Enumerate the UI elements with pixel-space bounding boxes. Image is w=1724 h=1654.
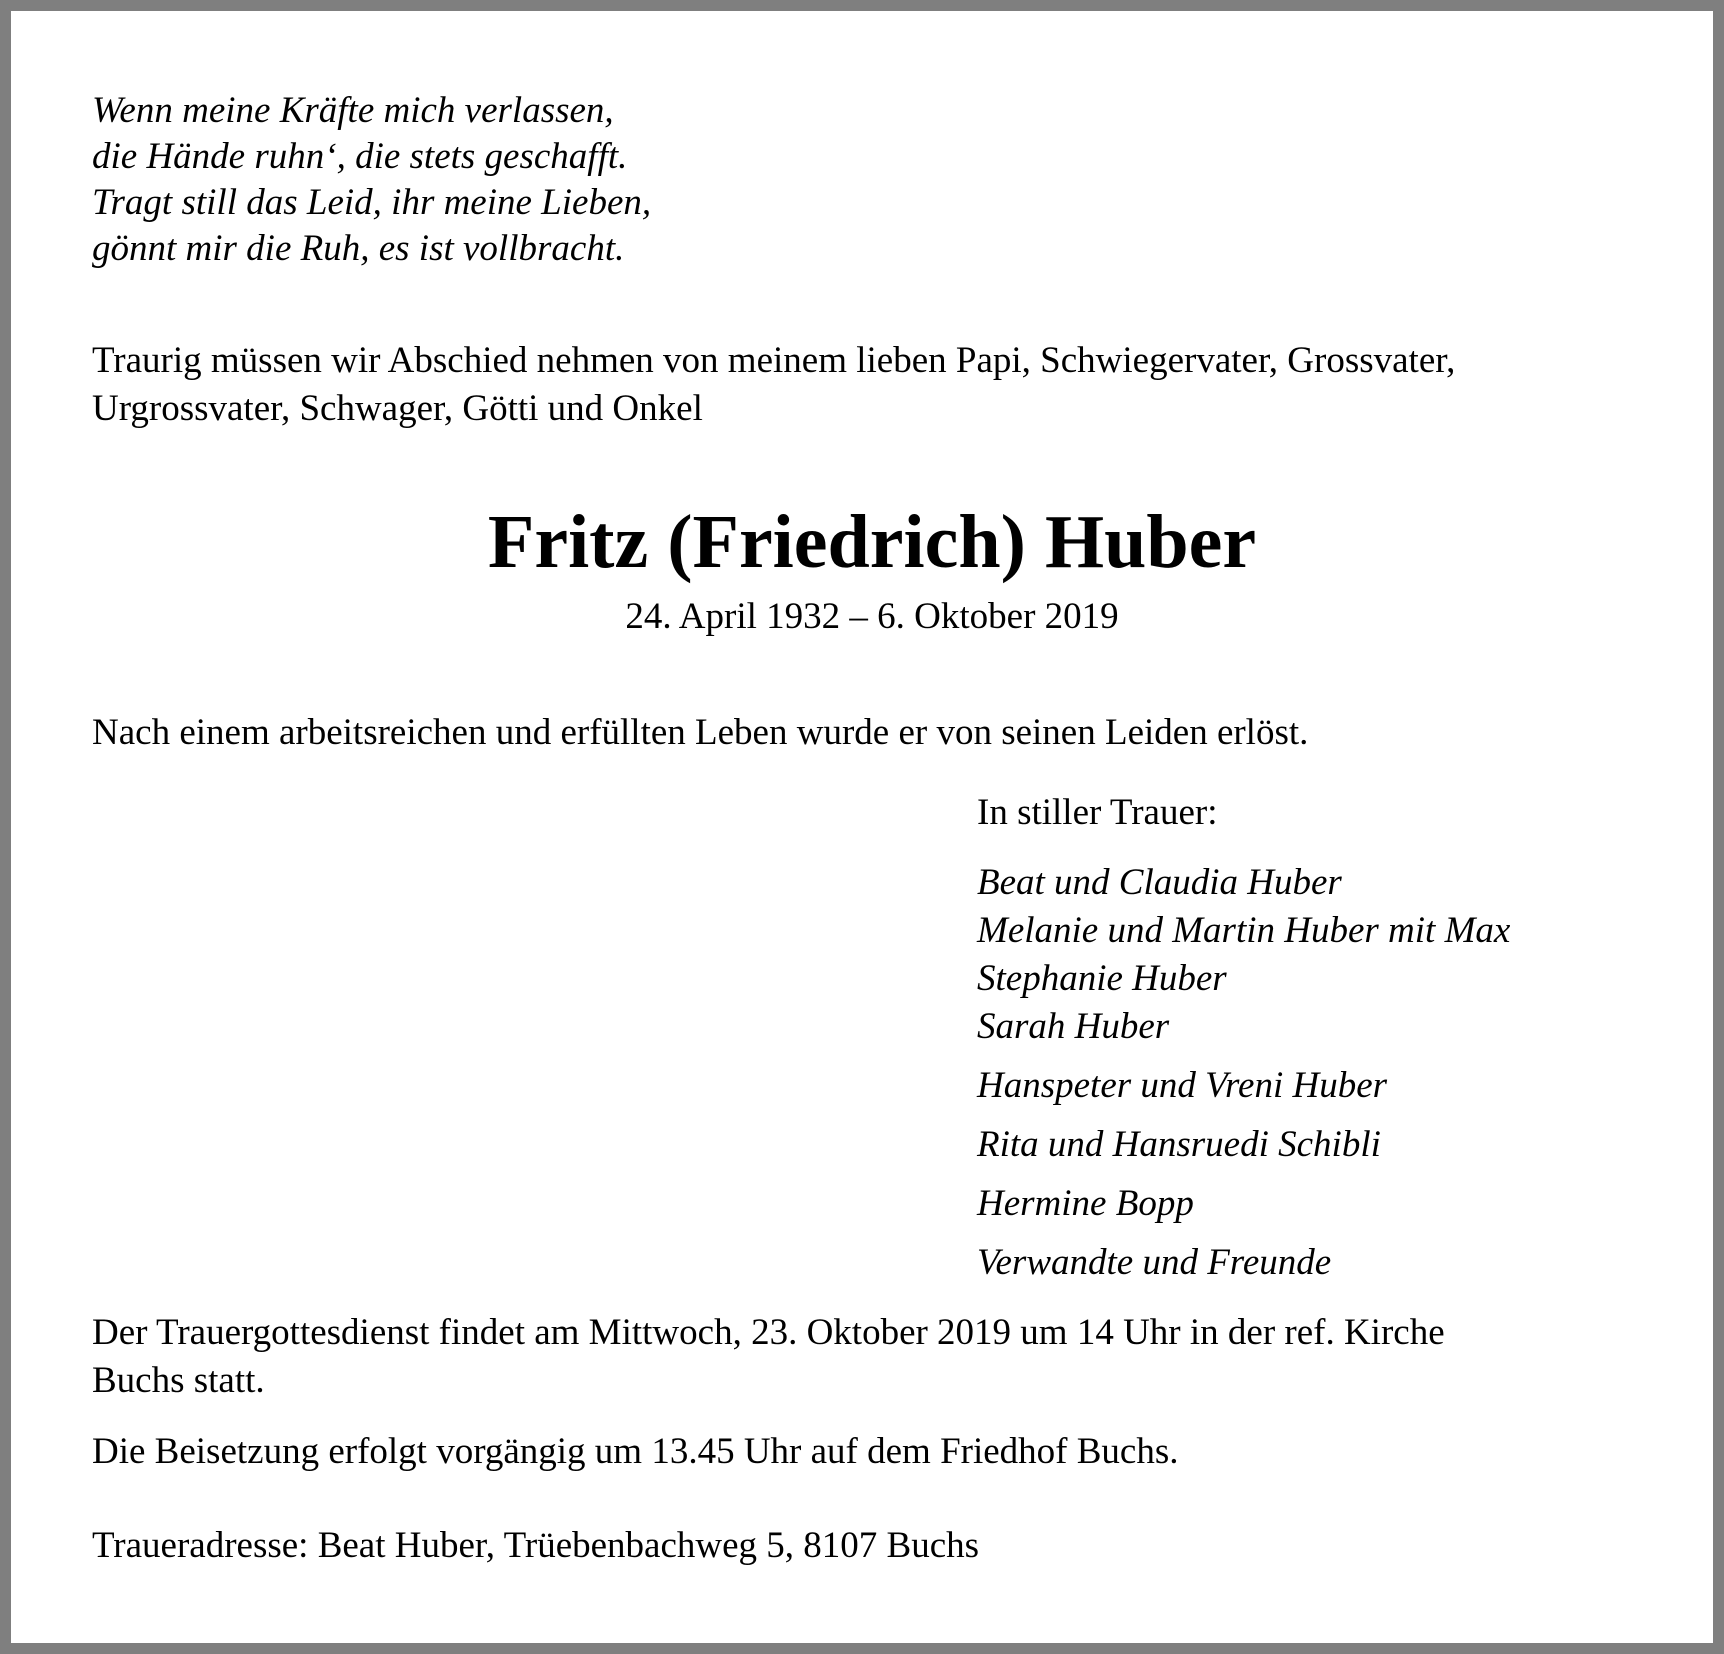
mourner-name: Hanspeter und Vreni Huber	[977, 1065, 1388, 1106]
mourner-name: Rita und Hansruedi Schibli	[977, 1124, 1381, 1165]
poem	[92, 88, 651, 272]
mourner-group	[977, 1239, 1510, 1287]
poem-line: Tragt still das Leid, ihr meine Lieben,	[92, 182, 652, 223]
mourner-group	[977, 1062, 1510, 1110]
poem-line: die Hände ruhn‘, die stets geschafft.	[92, 136, 628, 177]
mourner-name: Hermine Bopp	[977, 1183, 1194, 1224]
mourner-group	[977, 1121, 1510, 1169]
mourner-group	[977, 859, 1510, 1051]
service-line: Der Trauergottesdienst findet am Mittwoch, 23. Oktober 2019 um 14 Uhr in der ref. Kirche	[92, 1312, 1445, 1353]
service-line: Buchs statt.	[92, 1360, 265, 1401]
deceased-name: Fritz (Friedrich) Huber	[487, 500, 1257, 584]
intro-line: Traurig müssen wir Abschied nehmen von meinem lieben Papi, Schwiegervater, Grossvater,	[92, 340, 1456, 381]
poem-line: gönnt mir die Ruh, es ist vollbracht.	[92, 228, 625, 269]
poem-line: Wenn meine Kräfte mich verlassen,	[92, 90, 614, 131]
mourner-name: Beat und Claudia Huber	[977, 862, 1342, 903]
intro-line: Urgrossvater, Schwager, Götti und Onkel	[92, 388, 703, 429]
life-dates: 24. April 1932 – 6. Oktober 2019	[625, 596, 1119, 637]
service-info	[92, 1309, 1652, 1405]
mourning-address: Traueradresse: Beat Huber, Trüebenbachweg 5, 8107 Buchs	[92, 1525, 980, 1566]
obituary-notice	[11, 11, 1713, 1643]
mourners-heading: In stiller Trauer:	[977, 792, 1218, 833]
burial-info: Die Beisetzung erfolgt vorgängig um 13.45 Uhr auf dem Friedhof Buchs.	[92, 1431, 1179, 1472]
mourner-name: Sarah Huber	[977, 1006, 1170, 1047]
mourner-name: Melanie und Martin Huber mit Max	[977, 910, 1511, 951]
mourners-block	[977, 789, 1510, 1298]
intro-text	[92, 337, 1652, 433]
mourner-group	[977, 1180, 1510, 1228]
life-text: Nach einem arbeitsreichen und erfüllten Leben wurde er von seinen Leiden erlöst.	[92, 712, 1309, 753]
mourner-name: Verwandte und Freunde	[977, 1242, 1332, 1283]
mourner-name: Stephanie Huber	[977, 958, 1227, 999]
